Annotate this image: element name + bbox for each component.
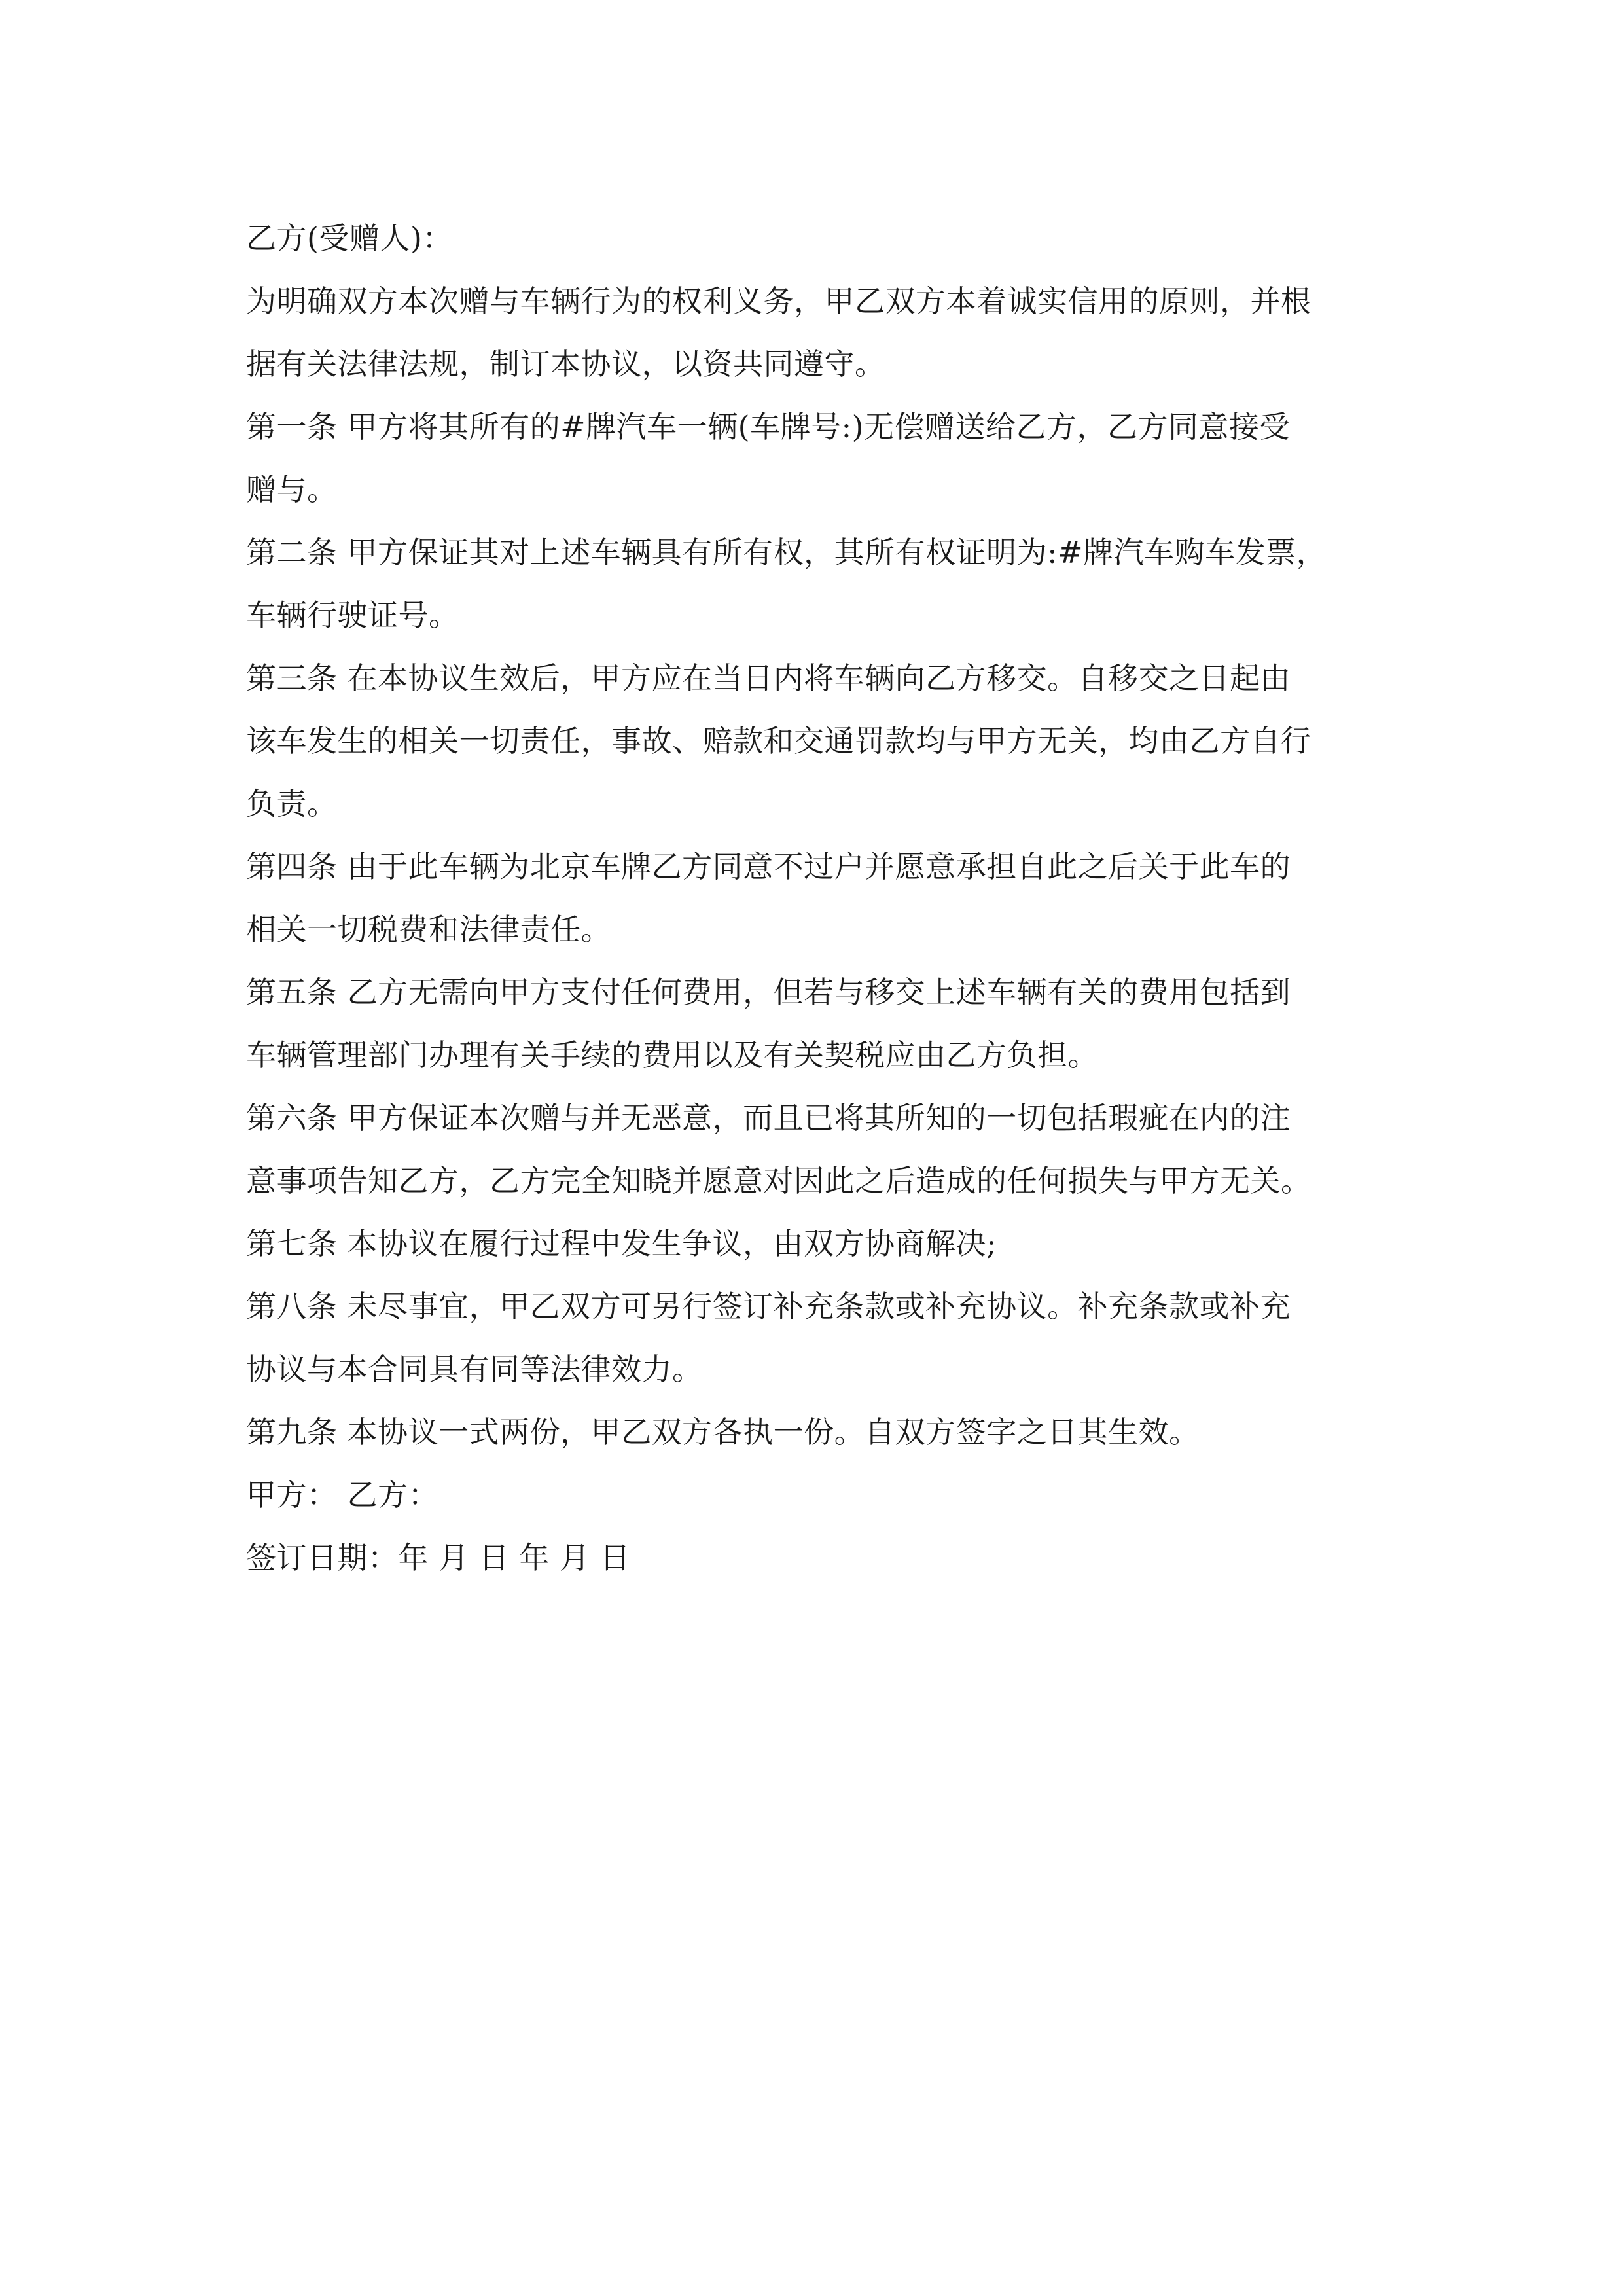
- document-body: [246, 207, 1385, 1589]
- signature-parties: 甲方： 乙方：: [246, 1477, 439, 1513]
- article-4-line-1: 第四条 由于此车辆为北京车牌乙方同意不过户并愿意承担自此之后关于此车的: [246, 849, 1291, 884]
- article-7-line-1: 第七条 本协议在履行过程中发生争议，由双方协商解决;: [246, 1226, 997, 1261]
- article-4-line-2: 相关一切税费和法律责任。: [246, 912, 611, 947]
- article-8-line-2: 协议与本合同具有同等法律效力。: [246, 1352, 703, 1387]
- article-2-line-2: 车辆行驶证号。: [246, 598, 459, 633]
- article-1-line-1: 第一条 甲方将其所有的#牌汽车一辆(车牌号:)无偿赠送给乙方，乙方同意接受: [246, 409, 1291, 444]
- article-3-line-3: 负责。: [246, 786, 338, 821]
- preamble-line-1: 为明确双方本次赠与车辆行为的权利义务，甲乙双方本着诚实信用的原则，并根: [246, 283, 1311, 319]
- party-b-heading: 乙方(受赠人)：: [246, 221, 453, 256]
- article-2-line-1: 第二条 甲方保证其对上述车辆具有所有权，其所有权证明为:#牌汽车购车发票，: [246, 535, 1327, 570]
- article-6-line-1: 第六条 甲方保证本次赠与并无恶意，而且已将其所知的一切包括瑕疵在内的注: [246, 1100, 1291, 1136]
- article-3-line-1: 第三条 在本协议生效后，甲方应在当日内将车辆向乙方移交。自移交之日起由: [246, 660, 1291, 696]
- article-3-line-2: 该车发生的相关一切责任，事故、赔款和交通罚款均与甲方无关，均由乙方自行: [246, 723, 1311, 759]
- article-1-line-2: 赠与。: [246, 472, 338, 507]
- article-9-line-1: 第九条 本协议一式两份，甲乙双方各执一份。自双方签字之日其生效。: [246, 1414, 1200, 1450]
- article-5-line-2: 车辆管理部门办理有关手续的费用以及有关契税应由乙方负担。: [246, 1037, 1098, 1073]
- article-5-line-1: 第五条 乙方无需向甲方支付任何费用，但若与移交上述车辆有关的费用包括到: [246, 975, 1291, 1010]
- article-6-line-2: 意事项告知乙方，乙方完全知晓并愿意对因此之后造成的任何损失与甲方无关。: [246, 1163, 1311, 1198]
- preamble-line-2: 据有关法律法规，制订本协议，以资共同遵守。: [246, 346, 885, 382]
- signing-date: 签订日期：年 月 日 年 月 日: [246, 1540, 631, 1575]
- article-8-line-1: 第八条 未尽事宜，甲乙双方可另行签订补充条款或补充协议。补充条款或补充: [246, 1289, 1291, 1324]
